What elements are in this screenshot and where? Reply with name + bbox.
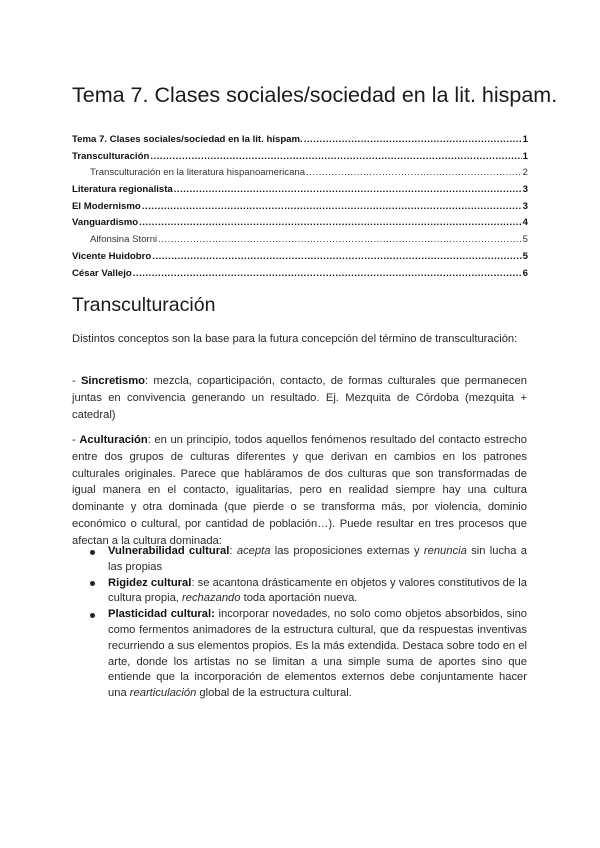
toc-entry-label: César Vallejo bbox=[72, 267, 132, 279]
toc-entry-page: 1 bbox=[522, 150, 528, 162]
toc-entry-label: Vicente Huidobro bbox=[72, 250, 152, 262]
toc-entry[interactable] bbox=[72, 199, 528, 216]
toc-entry-page: 3 bbox=[522, 200, 528, 212]
toc-entry-page: 6 bbox=[522, 267, 528, 279]
toc-entry[interactable] bbox=[72, 215, 528, 232]
sincretismo-term: Sincretismo bbox=[80, 375, 146, 387]
bullet-icon bbox=[90, 613, 95, 618]
bullet-icon bbox=[90, 581, 95, 586]
aculturacion-paragraph: - Aculturación: en un principio, todos aquellos fenómenos resultado del contacto estrecho entre dos grupos de culturas diferentes y que derivan en cambios en los patrones culturales originales. Parece que habláramos de dos culturas que son transformadas de igual manera en el contacto, igualitarias, pero en realidad siempre hay una cultura dominante y otra dominada (que pierde o se transforma más, por violencia, dominio económico o cultural, por cantidad de población…). Puede resultar en tres procesos que afectan a la cultura dominada: bbox=[72, 434, 527, 547]
toc-entry-label: Literatura regionalista bbox=[72, 184, 173, 196]
toc-entry[interactable] bbox=[72, 249, 528, 266]
toc-entry-page: 3 bbox=[522, 184, 528, 196]
toc-entry[interactable] bbox=[72, 182, 528, 199]
toc-entry-label: Vanguardismo bbox=[72, 217, 139, 229]
list-item-plasticidad: Plasticidad cultural: incorporar novedades, no solo como objetos absorbidos, sino como fermentos animadores de la estructura cultural, que da respuestas inventivas recurriendo a sus elementos propios. Es la más extendida. Destaca sobre todo en el arte, donde los artistas no se limitan a una simple suma de aportes sino que entiende que la incorporación de elementos externos debe conjuntamente hacer una rearticulación global de la estructura cultural. bbox=[72, 607, 527, 702]
sincretismo-paragraph: - Sincretismo: mezcla, coparticipación, contacto, de formas culturales que permanecen juntas en convivencia generando un resultado. Ej. Mezquita de Córdoba (mezquita + catedral) bbox=[72, 375, 527, 421]
toc-entry-label: Transculturación bbox=[72, 150, 150, 162]
sincretismo-definition: : mezcla, coparticipación, contacto, de formas culturales que permanecen juntas en convivencia generando un resultado. Ej. Mezquita de Córdoba (mezquita + catedral) bbox=[72, 375, 527, 421]
toc-entry-label: El Modernismo bbox=[72, 200, 141, 212]
toc-entry[interactable] bbox=[72, 165, 528, 182]
list-item-vulnerabilidad: Vulnerabilidad cultural: acepta las proposiciones externas y renuncia sin lucha a las propias bbox=[72, 544, 527, 576]
toc-entry[interactable] bbox=[72, 232, 528, 249]
list-item-rigidez: Rigidez cultural: se acantona drásticamente en objetos y valores constitutivos de la cultura propia, rechazando toda aportación nueva. bbox=[72, 576, 527, 608]
dominated-culture-processes-list bbox=[72, 544, 527, 702]
toc-entry[interactable] bbox=[72, 132, 528, 149]
toc-entry-label: Transculturación en la literatura hispanoamericana bbox=[90, 167, 306, 179]
toc-entry[interactable] bbox=[72, 149, 528, 166]
document-title: Tema 7. Clases sociales/sociedad en la lit. hispam. bbox=[72, 83, 558, 107]
toc-entry-page: 5 bbox=[522, 234, 528, 246]
toc-entry-page: 2 bbox=[522, 167, 528, 179]
bullet-icon bbox=[90, 550, 95, 555]
toc-entry-label: Tema 7. Clases sociales/sociedad en la lit. hispam. bbox=[72, 134, 303, 145]
intro-paragraph: Distintos conceptos son la base para la futura concepción del término de transculturación: bbox=[72, 333, 518, 345]
toc-entry-page: 5 bbox=[522, 250, 528, 262]
aculturacion-definition: : en un principio, todos aquellos fenómenos resultado del contacto estrecho entre dos grupos de culturas diferentes y que derivan en cambios en los patrones culturales originales. Parece que habláramos de dos culturas que son transformadas de igual manera en el contacto, igualitarias, pero en realidad siempre hay una cultura dominante y otra dominada (que pierde o se transforma más, por violencia, dominio económico o cultural, por cantidad de población…). Puede resultar en tres procesos que afectan a la cultura dominada: bbox=[72, 434, 527, 547]
toc-entry-page: 1 bbox=[522, 134, 528, 145]
aculturacion-term: Aculturación bbox=[79, 434, 148, 446]
toc-entry[interactable] bbox=[72, 266, 528, 283]
section-heading: Transculturación bbox=[72, 294, 216, 316]
toc-entry-label: Alfonsina Storni bbox=[90, 234, 158, 246]
toc-entry-page: 4 bbox=[522, 217, 528, 229]
table-of-contents bbox=[72, 132, 528, 282]
